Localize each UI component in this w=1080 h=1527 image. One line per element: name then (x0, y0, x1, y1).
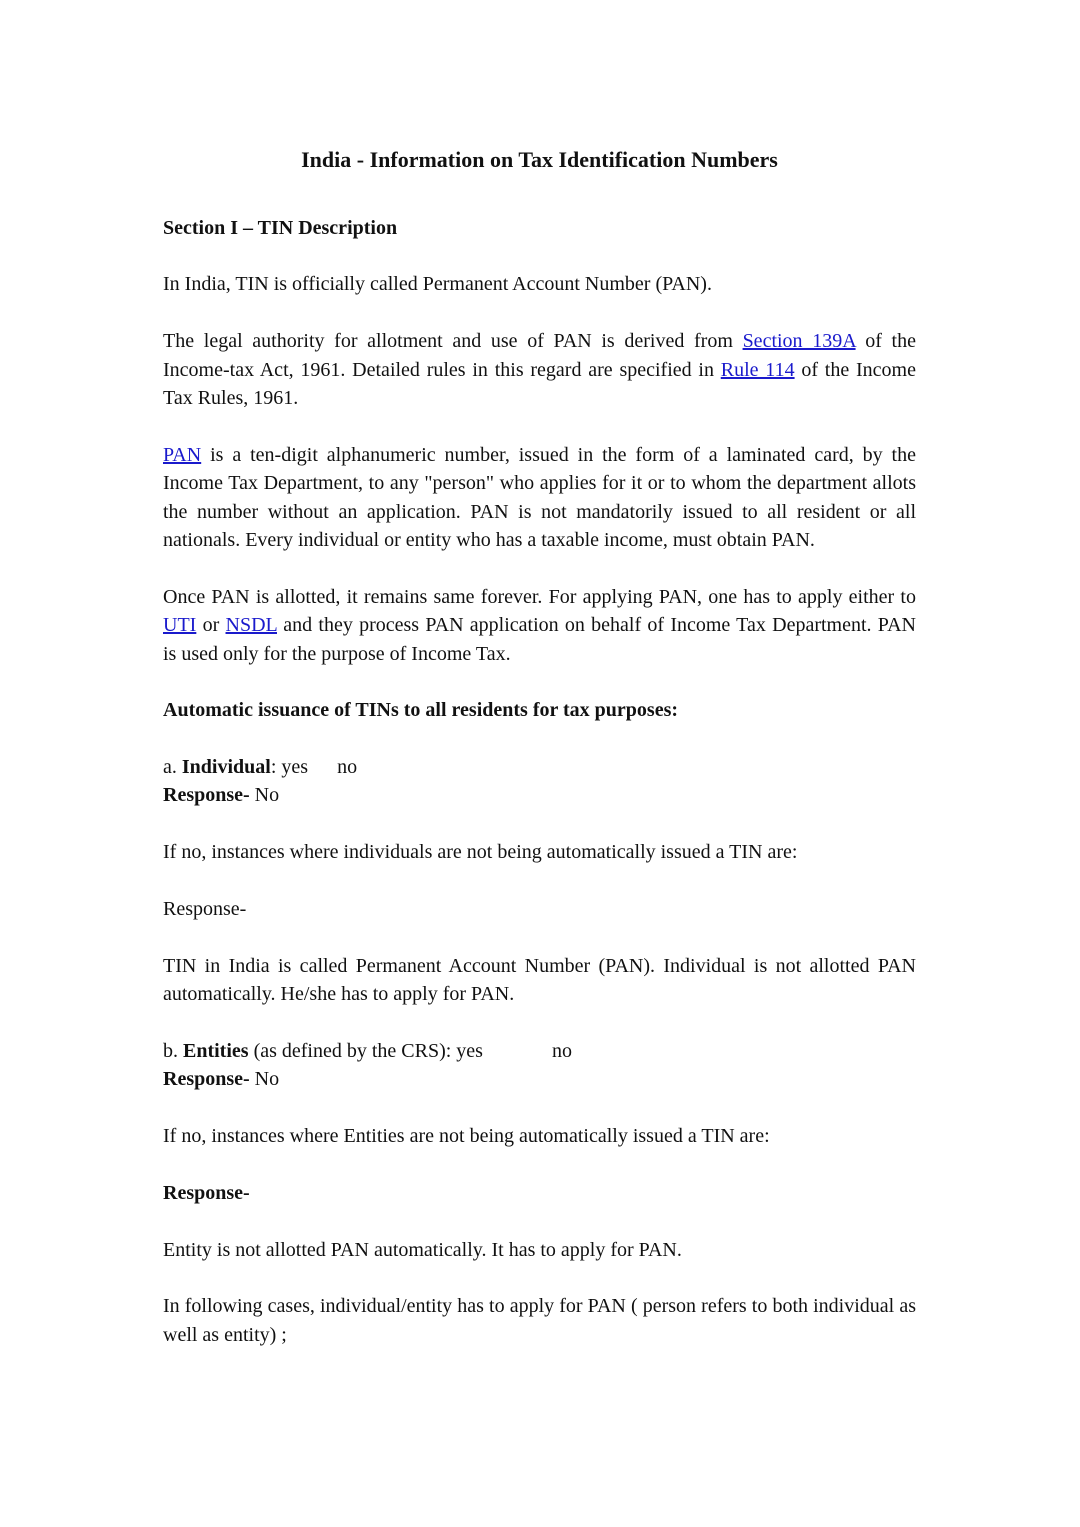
entities-label: Entities (183, 1039, 249, 1062)
entities-detail: Entity is not allotted PAN automatically. It has to apply for PAN. (163, 1238, 682, 1261)
entities-if-no: If no, instances where Entities are not being automatically issued a TIN are: (163, 1125, 770, 1148)
individual-question: a. Individual: yes no (163, 755, 358, 778)
rule-114-link[interactable]: Rule 114 (720, 358, 795, 381)
individual-response: Response- No (163, 784, 280, 807)
uti-link[interactable]: UTI (163, 614, 197, 637)
nsdl-link[interactable]: NSDL (225, 614, 277, 637)
document-title: India - Information on Tax Identification Numbers (301, 147, 778, 172)
entities-no-option: no (551, 1039, 572, 1062)
individual-no-option: no (337, 755, 358, 778)
pan-allotment-paragraph: Once PAN is allotted, it remains same forever. For applying PAN, one has to apply either to UTI or NSDL and they process PAN application on behalf of Income Tax Department. PAN is used only for the purpose of Income Tax. (163, 585, 916, 665)
section-heading: Section I – TIN Description (163, 217, 398, 239)
cases-paragraph: In following cases, individual/entity has to apply for PAN ( person refers to both individual as well as entity) ; (163, 1295, 916, 1346)
automatic-issuance-heading: Automatic issuance of TINs to all residents for tax purposes: (163, 699, 679, 722)
individual-label: Individual (181, 755, 271, 778)
pan-link[interactable]: PAN (163, 443, 202, 466)
intro-paragraph: In India, TIN is officially called Permanent Account Number (PAN). (163, 273, 712, 296)
entities-question: b. Entities (as defined by the CRS): yes no (163, 1039, 572, 1062)
entities-response-label: Response- (163, 1181, 250, 1204)
individual-detail: TIN in India is called Permanent Account Number (PAN). Individual is not allotted PAN automatically. He/she has to apply for PAN. (163, 954, 916, 1006)
pan-description-paragraph: PAN is a ten-digit alphanumeric number, issued in the form of a laminated card, by the Income Tax Department, to any "person" who applies for it or to whom the department allots the number without an application. PAN is not mandatorily issued to all resident or all nationals. Every individual or entity who has a taxable income, must obtain PAN. (163, 443, 916, 552)
legal-authority-paragraph: The legal authority for allotment and use of PAN is derived from Section 139A of the Income-tax Act, 1961. Detailed rules in this regard are specified in Rule 114 of the Income Tax Rules, 1961. (163, 330, 916, 410)
individual-if-no: If no, instances where individuals are not being automatically issued a TIN are: (163, 841, 798, 864)
document-page (163, 143, 916, 1378)
individual-response-label: Response- (163, 897, 247, 920)
entities-response: Response- No (163, 1068, 280, 1091)
section-139a-link[interactable]: Section 139A (742, 330, 856, 353)
